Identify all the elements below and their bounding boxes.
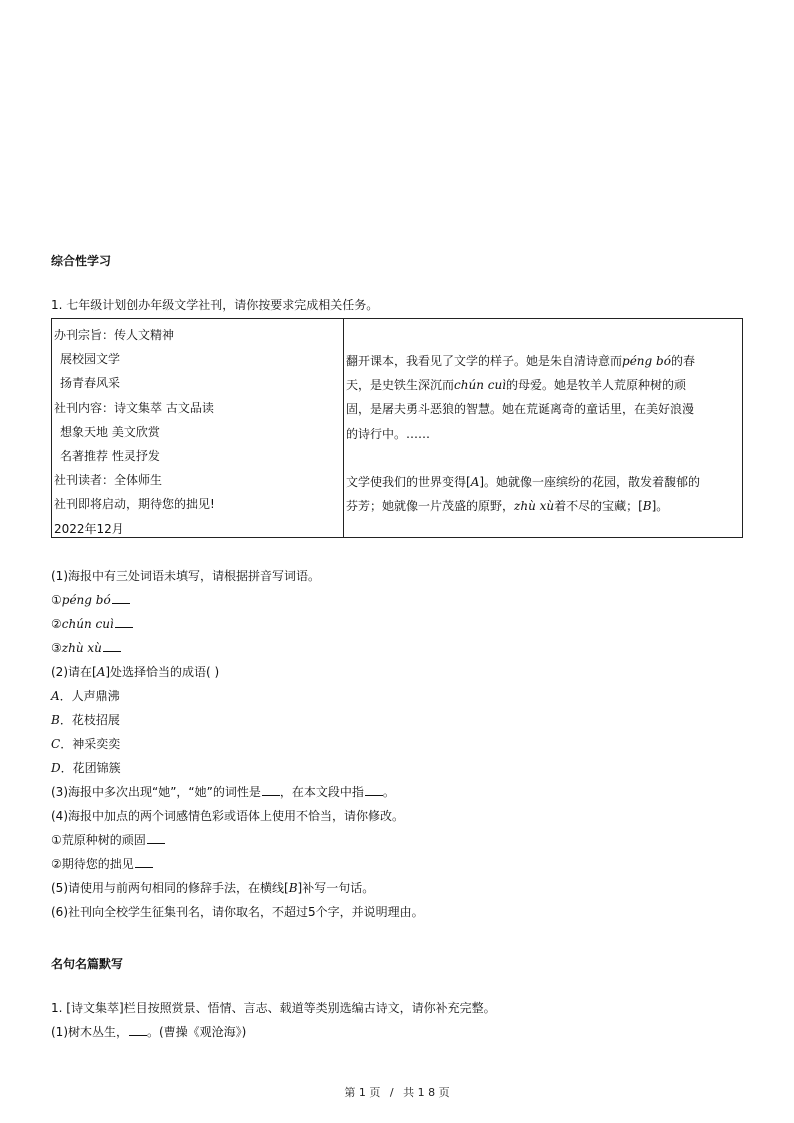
answer-blank[interactable] <box>262 784 280 796</box>
option-a[interactable] <box>51 688 120 704</box>
label: ③ <box>51 641 62 655</box>
text: ]。她就像一座缤纷的花园，散发着馥郁的 <box>479 474 701 489</box>
answer-line-4b <box>51 856 153 872</box>
text: ]。 <box>651 499 669 514</box>
page-number: 第 1 页 <box>344 1086 381 1099</box>
blank-mark: B <box>642 499 652 514</box>
label: ② <box>51 617 62 631</box>
answer-blank[interactable] <box>115 616 133 628</box>
poster-paragraph-line <box>346 494 738 518</box>
text: 天，是史铁生深沉而 <box>346 378 455 393</box>
page-footer <box>0 1084 794 1100</box>
text: (1)树木丛生， <box>51 1025 128 1039</box>
question-intro: 1. 七年级计划创办年级文学社刊，请你按要求完成相关任务。 <box>51 298 379 312</box>
text: 的母爱。她是牧羊人荒原种树的顽 <box>506 378 687 393</box>
option-b[interactable] <box>51 712 120 728</box>
answer-line-1b <box>51 616 133 632</box>
pinyin: zhù xù <box>61 641 102 655</box>
answer-blank[interactable] <box>135 856 153 868</box>
poster-line: 名著推荐 性灵抒发 <box>60 449 160 464</box>
option-letter: D <box>51 761 61 775</box>
sub-question-3 <box>51 784 395 800</box>
blank-mark: A <box>96 665 106 679</box>
sub-question-5 <box>51 880 374 896</box>
text: 。(曹操《观沧海》) <box>147 1025 247 1039</box>
poster-right-cell <box>344 319 742 537</box>
poster-line: 展校园文学 <box>60 352 121 367</box>
answer-line-1a <box>51 592 130 608</box>
text: 的春 <box>670 354 695 368</box>
poster-line: 社刊读者：全体师生 <box>54 473 163 488</box>
text: ①荒原种树的顽固 <box>51 833 146 847</box>
option-letter: B <box>51 713 60 727</box>
text: 。 <box>382 785 395 799</box>
option-c[interactable] <box>51 736 120 752</box>
poster-paragraph-line <box>346 470 738 494</box>
pinyin: zhù xù <box>514 499 555 514</box>
poster-paragraph-line <box>346 373 738 397</box>
label: ① <box>51 593 62 607</box>
answer-blank[interactable] <box>112 592 130 604</box>
option-letter: A <box>51 689 60 703</box>
poster-left-cell <box>52 319 344 537</box>
poster-line: 2022年12月 <box>54 521 124 536</box>
sub-question-4: (4)海报中加点的两个词感情色彩或语体上使用不恰当，请你修改。 <box>51 809 405 823</box>
dictation-question-1 <box>51 1024 246 1040</box>
section-heading-dictation: 名句名篇默写 <box>51 957 124 971</box>
option-d[interactable] <box>51 760 121 776</box>
text: 芬芳；她就像一片茂盛的原野， <box>346 499 515 514</box>
question-intro-2: 1. [诗文集萃]栏目按照赏景、悟情、言志、载道等类别选编古诗文，请你补充完整。 <box>51 1001 496 1015</box>
option-text: ．花枝招展 <box>59 713 120 727</box>
paragraph-gap <box>346 446 738 470</box>
answer-blank[interactable] <box>147 832 165 844</box>
sub-question-6: (6)社刊向全校学生征集刊名，请你取名，不超过5个字，并说明理由。 <box>51 905 424 919</box>
poster-line: 扬青春风采 <box>60 376 121 391</box>
sub-question-1: (1)海报中有三处词语未填写，请根据拼音写词语。 <box>51 569 320 583</box>
poster-table <box>51 318 743 538</box>
text: ，在本文段中指 <box>279 785 364 799</box>
poster-line: 社刊即将启动，期待您的拙见! <box>54 497 215 512</box>
text: 着不尽的宝藏；[ <box>554 499 643 514</box>
pinyin: chún cuì <box>454 378 507 393</box>
page-separator: / <box>389 1086 394 1099</box>
text: ]处选择恰当的成语( ) <box>105 665 220 679</box>
text: ②期待您的拙见 <box>51 857 134 871</box>
option-text: ．花团锦簇 <box>60 761 121 775</box>
text: 翻开课本，我看见了文学的样子。她是朱自清诗意而 <box>346 354 623 368</box>
answer-blank[interactable] <box>129 1024 147 1036</box>
answer-blank[interactable] <box>365 784 383 796</box>
sub-question-2 <box>51 664 219 680</box>
text: (5)请使用与前两句相同的修辞手法，在横线[ <box>51 881 289 895</box>
pinyin: péng bó <box>622 354 671 368</box>
pinyin: péng bó <box>61 593 111 607</box>
text: (3)海报中多次出现“她”，“她”的词性是 <box>51 785 261 799</box>
poster-line: 想象天地 美文欣赏 <box>60 424 160 439</box>
poster-paragraph-line: 的诗行中。…… <box>346 426 431 441</box>
poster-paragraph-line: 固，是屠夫勇斗恶狼的智慧。她在荒诞离奇的童话里，在美好浪漫 <box>346 402 695 417</box>
section-heading-comprehensive-learning: 综合性学习 <box>51 254 112 268</box>
answer-line-1c <box>51 640 121 656</box>
page-total: 共 1 8 页 <box>403 1086 450 1099</box>
text: ]补写一句话。 <box>297 881 375 895</box>
poster-line: 社刊内容：诗文集萃 古文品读 <box>54 400 214 415</box>
option-text: ．神采奕奕 <box>60 737 121 751</box>
blank-mark: B <box>288 881 298 895</box>
answer-line-4a <box>51 832 165 848</box>
text: 文学使我们的世界变得[ <box>346 474 471 489</box>
text: (2)请在[ <box>51 665 97 679</box>
poster-paragraph-line <box>346 349 738 373</box>
pinyin: chún cuì <box>61 617 114 631</box>
option-text: ．人声鼎沸 <box>59 689 120 703</box>
blank-mark: A <box>470 474 480 489</box>
option-letter: C <box>51 737 61 751</box>
answer-blank[interactable] <box>103 640 121 652</box>
poster-line: 办刊宗旨：传人文精神 <box>54 328 175 342</box>
